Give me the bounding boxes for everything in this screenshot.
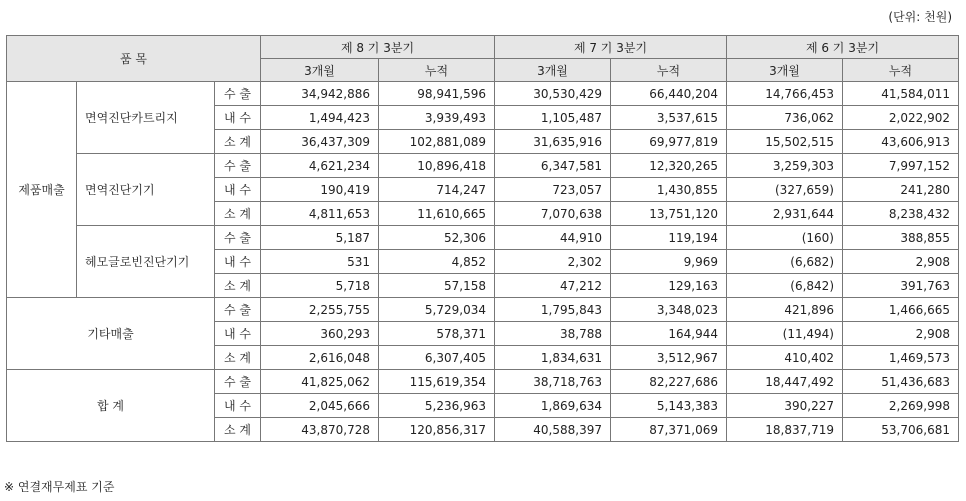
value-cell: 41,825,062 — [261, 370, 379, 394]
table-body — [7, 82, 959, 442]
value-cell: 51,436,683 — [843, 370, 959, 394]
value-cell: 714,247 — [379, 178, 495, 202]
value-cell: (11,494) — [727, 322, 843, 346]
value-cell: 1,469,573 — [843, 346, 959, 370]
row-type: 수 출 — [215, 370, 261, 394]
value-cell: 52,306 — [379, 226, 495, 250]
value-cell: 1,494,423 — [261, 106, 379, 130]
value-cell: 390,227 — [727, 394, 843, 418]
value-cell: 3,259,303 — [727, 154, 843, 178]
row-type: 내 수 — [215, 394, 261, 418]
value-cell: 4,852 — [379, 250, 495, 274]
value-cell: (327,659) — [727, 178, 843, 202]
group-label: 합 계 — [7, 370, 215, 442]
table-row — [7, 226, 959, 250]
value-cell: 2,616,048 — [261, 346, 379, 370]
value-cell: 1,834,631 — [495, 346, 611, 370]
subgroup-label: 면역진단기기 — [77, 154, 215, 226]
header-sub: 누적 — [379, 59, 495, 82]
value-cell: 82,227,686 — [611, 370, 727, 394]
value-cell: 31,635,916 — [495, 130, 611, 154]
value-cell: 3,939,493 — [379, 106, 495, 130]
value-cell: (6,682) — [727, 250, 843, 274]
value-cell: 9,969 — [611, 250, 727, 274]
value-cell: 421,896 — [727, 298, 843, 322]
value-cell: 531 — [261, 250, 379, 274]
value-cell: 5,143,383 — [611, 394, 727, 418]
value-cell: 10,896,418 — [379, 154, 495, 178]
value-cell: 30,530,429 — [495, 82, 611, 106]
value-cell: 119,194 — [611, 226, 727, 250]
value-cell: 1,430,855 — [611, 178, 727, 202]
value-cell: 4,621,234 — [261, 154, 379, 178]
value-cell: 2,908 — [843, 322, 959, 346]
row-type: 소 계 — [215, 274, 261, 298]
value-cell: 69,977,819 — [611, 130, 727, 154]
row-type: 내 수 — [215, 178, 261, 202]
subgroup-label: 헤모글로빈진단기기 — [77, 226, 215, 298]
value-cell: 41,584,011 — [843, 82, 959, 106]
value-cell: 2,302 — [495, 250, 611, 274]
value-cell: 1,795,843 — [495, 298, 611, 322]
table-row — [7, 82, 959, 106]
value-cell: 38,788 — [495, 322, 611, 346]
value-cell: 43,870,728 — [261, 418, 379, 442]
value-cell: 5,729,034 — [379, 298, 495, 322]
row-type: 소 계 — [215, 202, 261, 226]
value-cell: 8,238,432 — [843, 202, 959, 226]
value-cell: 66,440,204 — [611, 82, 727, 106]
value-cell: 3,537,615 — [611, 106, 727, 130]
value-cell: 98,941,596 — [379, 82, 495, 106]
table-row — [7, 370, 959, 394]
value-cell: 241,280 — [843, 178, 959, 202]
value-cell: 57,158 — [379, 274, 495, 298]
value-cell: 2,255,755 — [261, 298, 379, 322]
value-cell: 6,347,581 — [495, 154, 611, 178]
value-cell: 12,320,265 — [611, 154, 727, 178]
row-type: 내 수 — [215, 250, 261, 274]
value-cell: 47,212 — [495, 274, 611, 298]
value-cell: 6,307,405 — [379, 346, 495, 370]
value-cell: 3,348,023 — [611, 298, 727, 322]
group-label: 제품매출 — [7, 82, 77, 298]
value-cell: (6,842) — [727, 274, 843, 298]
value-cell: 190,419 — [261, 178, 379, 202]
value-cell: 5,187 — [261, 226, 379, 250]
value-cell: 18,837,719 — [727, 418, 843, 442]
header-sub: 누적 — [843, 59, 959, 82]
table-row — [7, 298, 959, 322]
value-cell: 360,293 — [261, 322, 379, 346]
value-cell: 40,588,397 — [495, 418, 611, 442]
value-cell: 1,869,634 — [495, 394, 611, 418]
group-label: 기타매출 — [7, 298, 215, 370]
header-sub: 3개월 — [727, 59, 843, 82]
unit-label: (단위: 천원) — [888, 10, 952, 24]
value-cell: 2,022,902 — [843, 106, 959, 130]
value-cell: 15,502,515 — [727, 130, 843, 154]
row-type: 수 출 — [215, 154, 261, 178]
footnote: ※ 연결재무제표 기준 — [4, 480, 115, 494]
header-period: 제 7 기 3분기 — [495, 36, 727, 59]
header-sub: 3개월 — [495, 59, 611, 82]
value-cell: 44,910 — [495, 226, 611, 250]
value-cell: 120,856,317 — [379, 418, 495, 442]
value-cell: 3,512,967 — [611, 346, 727, 370]
value-cell: 102,881,089 — [379, 130, 495, 154]
value-cell: 7,070,638 — [495, 202, 611, 226]
value-cell: 43,606,913 — [843, 130, 959, 154]
value-cell: 38,718,763 — [495, 370, 611, 394]
row-type: 소 계 — [215, 346, 261, 370]
value-cell: (160) — [727, 226, 843, 250]
value-cell: 1,105,487 — [495, 106, 611, 130]
value-cell: 53,706,681 — [843, 418, 959, 442]
value-cell: 18,447,492 — [727, 370, 843, 394]
value-cell: 14,766,453 — [727, 82, 843, 106]
value-cell: 2,908 — [843, 250, 959, 274]
row-type: 수 출 — [215, 298, 261, 322]
value-cell: 36,437,309 — [261, 130, 379, 154]
row-type: 수 출 — [215, 82, 261, 106]
value-cell: 2,269,998 — [843, 394, 959, 418]
value-cell: 391,763 — [843, 274, 959, 298]
value-cell: 164,944 — [611, 322, 727, 346]
header-period: 제 6 기 3분기 — [727, 36, 959, 59]
row-type: 소 계 — [215, 130, 261, 154]
value-cell: 2,045,666 — [261, 394, 379, 418]
value-cell: 87,371,069 — [611, 418, 727, 442]
value-cell: 7,997,152 — [843, 154, 959, 178]
value-cell: 736,062 — [727, 106, 843, 130]
value-cell: 34,942,886 — [261, 82, 379, 106]
value-cell: 410,402 — [727, 346, 843, 370]
subgroup-label: 면역진단카트리지 — [77, 82, 215, 154]
header-sub: 3개월 — [261, 59, 379, 82]
row-type: 내 수 — [215, 106, 261, 130]
value-cell: 1,466,665 — [843, 298, 959, 322]
value-cell: 578,371 — [379, 322, 495, 346]
table-row — [7, 154, 959, 178]
value-cell: 5,718 — [261, 274, 379, 298]
sales-table — [6, 35, 959, 442]
value-cell: 13,751,120 — [611, 202, 727, 226]
row-type: 내 수 — [215, 322, 261, 346]
value-cell: 11,610,665 — [379, 202, 495, 226]
header-sub: 누적 — [611, 59, 727, 82]
header-item: 품 목 — [7, 36, 261, 82]
header-period: 제 8 기 3분기 — [261, 36, 495, 59]
value-cell: 4,811,653 — [261, 202, 379, 226]
value-cell: 129,163 — [611, 274, 727, 298]
value-cell: 5,236,963 — [379, 394, 495, 418]
value-cell: 723,057 — [495, 178, 611, 202]
row-type: 소 계 — [215, 418, 261, 442]
row-type: 수 출 — [215, 226, 261, 250]
value-cell: 2,931,644 — [727, 202, 843, 226]
value-cell: 115,619,354 — [379, 370, 495, 394]
value-cell: 388,855 — [843, 226, 959, 250]
